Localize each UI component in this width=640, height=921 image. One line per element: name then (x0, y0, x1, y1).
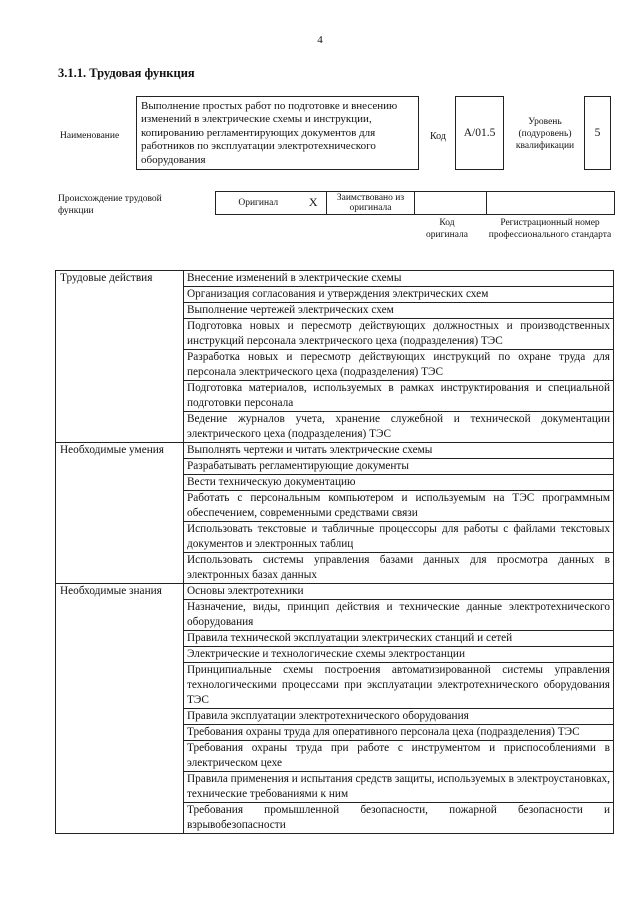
level-label: Уровень (подуровень) квалификации (515, 117, 575, 151)
origin-label: Происхождение трудовой функции (58, 194, 162, 216)
origin-reg-cell (487, 192, 615, 215)
item-cell: Правила эксплуатации электротехнического оборудования (184, 709, 614, 725)
category-cell: Трудовые действия (56, 271, 184, 443)
item-cell: Подготовка новых и пересмотр действующих должностных и производственных инструкций персонала электрического цеха (подразделения) ТЭС (184, 319, 614, 350)
item-cell: Использовать текстовые и табличные процессоры для работы с файлами текстовых документов и электронных таблиц (184, 522, 614, 553)
origin-code-caption: Код оригинала (426, 218, 468, 240)
level-value: 5 (584, 96, 611, 170)
origin-code-cell (415, 192, 487, 215)
item-cell: Подготовка материалов, используемых в рамках инструктирования и специальной подготовки персонала (184, 381, 614, 412)
item-cell: Организация согласования и утверждения электрических схем (184, 287, 614, 303)
item-cell: Ведение журналов учета, хранение служебной и технической документации электрического цеха (подразделения) ТЭС (184, 412, 614, 443)
item-cell: Внесение изменений в электрические схемы (184, 271, 614, 287)
category-cell: Необходимые умения (56, 443, 184, 584)
name-label: Наименование (60, 131, 120, 141)
borrowed-label: Заимствовано из оригинала (327, 192, 415, 215)
item-cell: Правила технической эксплуатации электрических станций и сетей (184, 631, 614, 647)
origin-reg-caption: Регистрационный номер профессионального стандарта (488, 218, 612, 240)
item-cell: Работать с персональным компьютером и используемым на ТЭС программным обеспечением, современными средствами связи (184, 491, 614, 522)
page-number: 4 (317, 34, 323, 46)
original-mark: X (301, 192, 327, 215)
item-cell: Выполнять чертежи и читать электрические схемы (184, 443, 614, 459)
item-cell: Требования охраны труда для оперативного персонала цеха (подразделения) ТЭС (184, 725, 614, 741)
item-cell: Использовать системы управления базами данных для просмотра данных в электронных базах данных (184, 553, 614, 584)
item-cell: Назначение, виды, принцип действия и технические данные электротехнического оборудования (184, 600, 614, 631)
table-row (56, 584, 614, 600)
origin-table (215, 191, 615, 215)
code-value: A/01.5 (455, 96, 504, 170)
item-cell: Вести техническую документацию (184, 475, 614, 491)
item-cell: Разработка новых и пересмотр действующих инструкций по охране труда для персонала электрического цеха (подразделения) ТЭС (184, 350, 614, 381)
item-cell: Требования промышленной безопасности, пожарной безопасности и взрывобезопасности (184, 803, 614, 834)
code-label: Код (430, 131, 446, 142)
table-row (56, 443, 614, 459)
function-name-box: Выполнение простых работ по подготовке и внесению изменений в электрические схемы и инструкции, копированию регламентирующих документов для работников по эксплуатации электротехнического оборудования (136, 96, 419, 170)
item-cell: Выполнение чертежей электрических схем (184, 303, 614, 319)
table-row (56, 271, 614, 287)
item-cell: Правила применения и испытания средств защиты, используемых в электроустановках, технические требованиями к ним (184, 772, 614, 803)
item-cell: Разрабатывать регламентирующие документы (184, 459, 614, 475)
section-title: 3.1.1. Трудовая функция (58, 66, 195, 80)
item-cell: Принципиальные схемы построения автоматизированной системы управления технологическими процессами при эксплуатации электротехнического оборудования ТЭС (184, 663, 614, 709)
item-cell: Основы электротехники (184, 584, 614, 600)
function-details-table (55, 270, 614, 834)
original-label: Оригинал (216, 192, 301, 215)
category-cell: Необходимые знания (56, 584, 184, 834)
item-cell: Требования охраны труда при работе с инструментом и приспособлениями в электрическом цехе (184, 741, 614, 772)
item-cell: Электрические и технологические схемы электростанции (184, 647, 614, 663)
